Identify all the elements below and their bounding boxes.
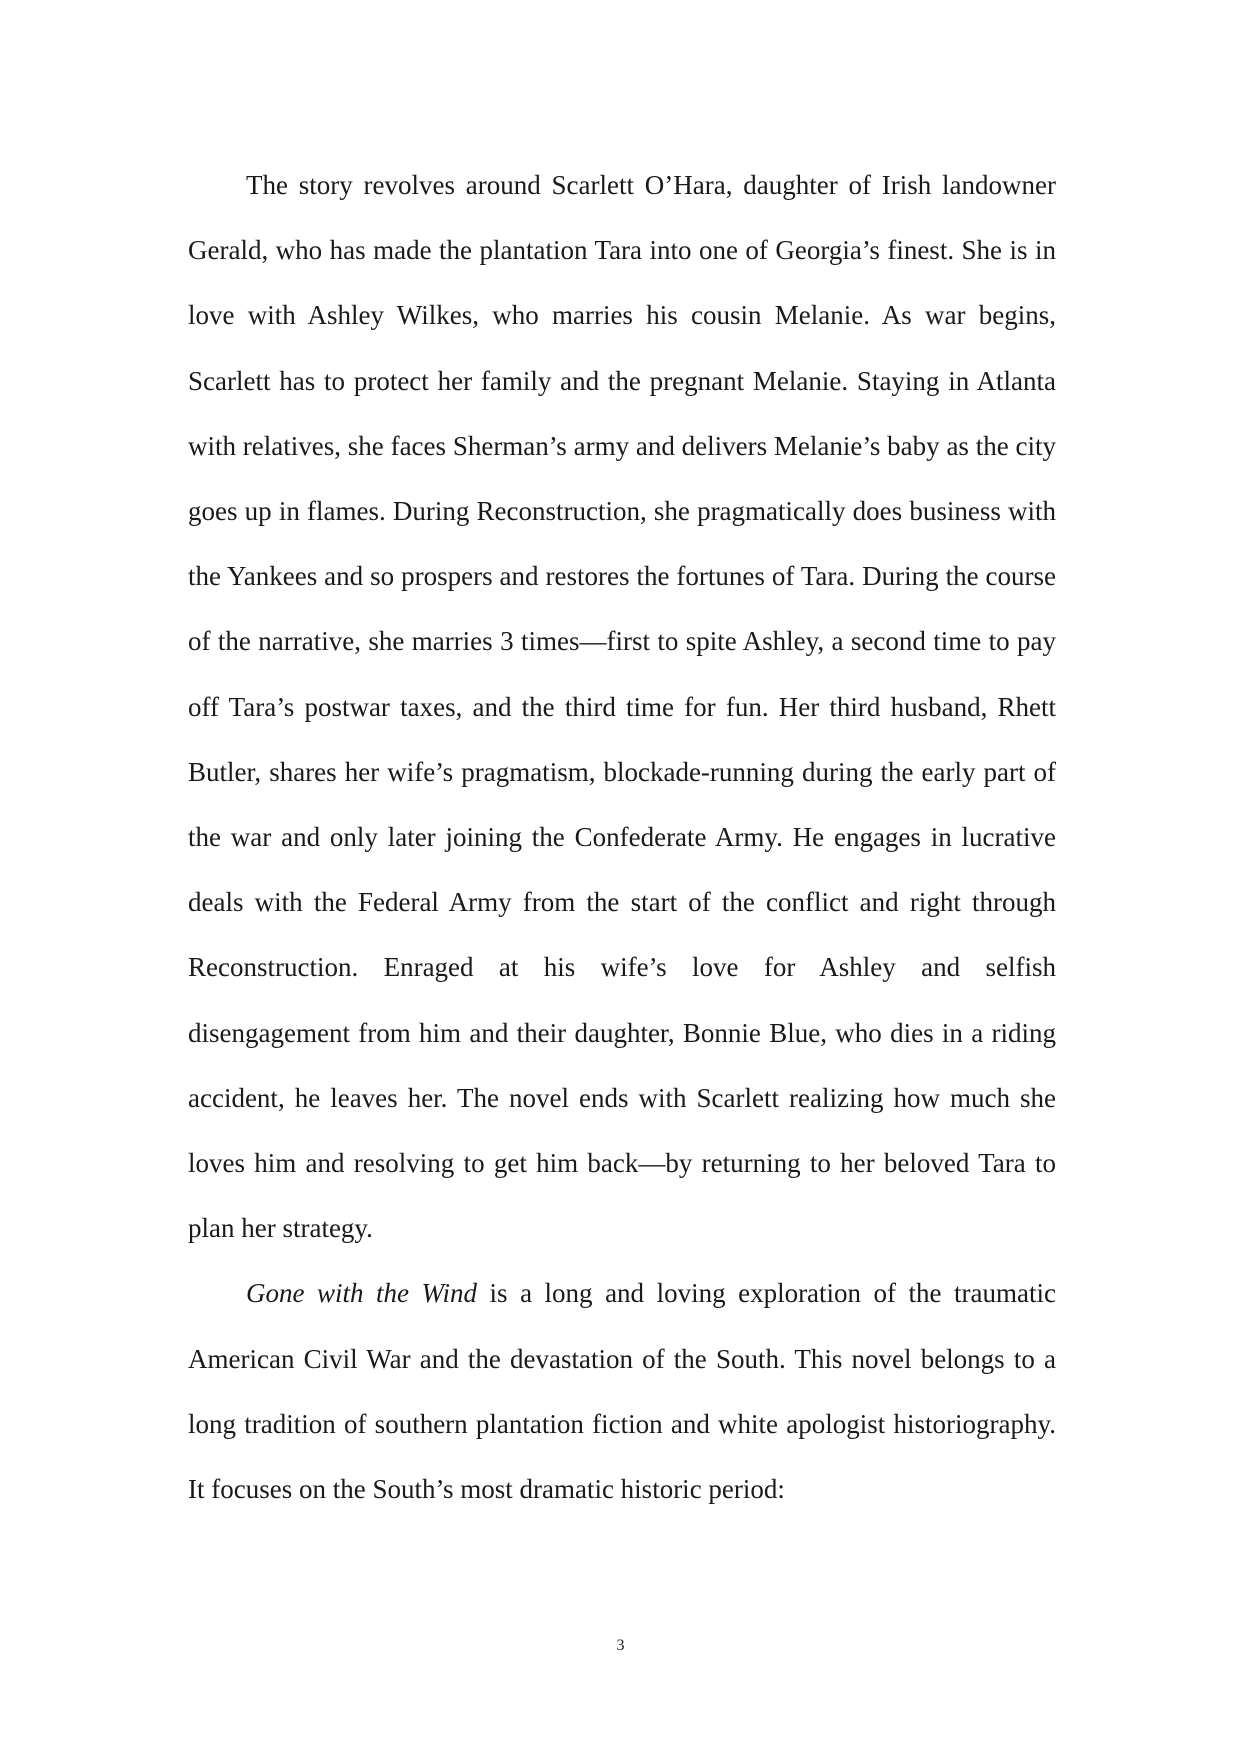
paragraph-2 xyxy=(188,1261,1056,1522)
paragraph-2-text: is a long and loving exploration of the traumatic American Civil War and the devastation of the South. This novel belongs to a long tradition of southern plantation fiction and white apologist historiography. It focuses on the South’s most dramatic historic period: xyxy=(188,1278,1057,1505)
page-number: 3 xyxy=(616,1637,625,1654)
body-text xyxy=(188,153,1056,1522)
paragraph-1 xyxy=(188,153,1056,1261)
book-title: Gone with the Wind xyxy=(246,1278,478,1309)
paragraph-1-text: The story revolves around Scarlett O’Hara, daughter of Irish landowner Gerald, who has made the plantation Tara into one of Georgia’s finest. She is in love with Ashley Wilkes, who marries his cousin Melanie. As war begins, Scarlett has to protect her family and the pregnant Melanie. Staying in Atlanta with relatives, she faces Sherman’s army and delivers Melanie’s baby as the city goes up in flames. During Reconstruction, she pragmatically does business with the Yankees and so prospers and restores the fortunes of Tara. During the course of the narrative, she marries 3 times—first to spite Ashley, a second time to pay off Tara’s postwar taxes, and the third time for fun. Her third husband, Rhett Butler, shares her wife’s pragmatism, blockade-running during the early part of the war and only later joining the Confederate Army. He engages in lucrative deals with the Federal Army from the start of the conflict and right through Reconstruction. Enraged at his wife’s love for Ashley and selfish disengagement from him and their daughter, Bonnie Blue, who dies in a riding accident, he leaves her. The novel ends with Scarlett realizing how much she loves him and resolving to get him back—by returning to her beloved Tara to plan her strategy. xyxy=(188,170,1056,1244)
